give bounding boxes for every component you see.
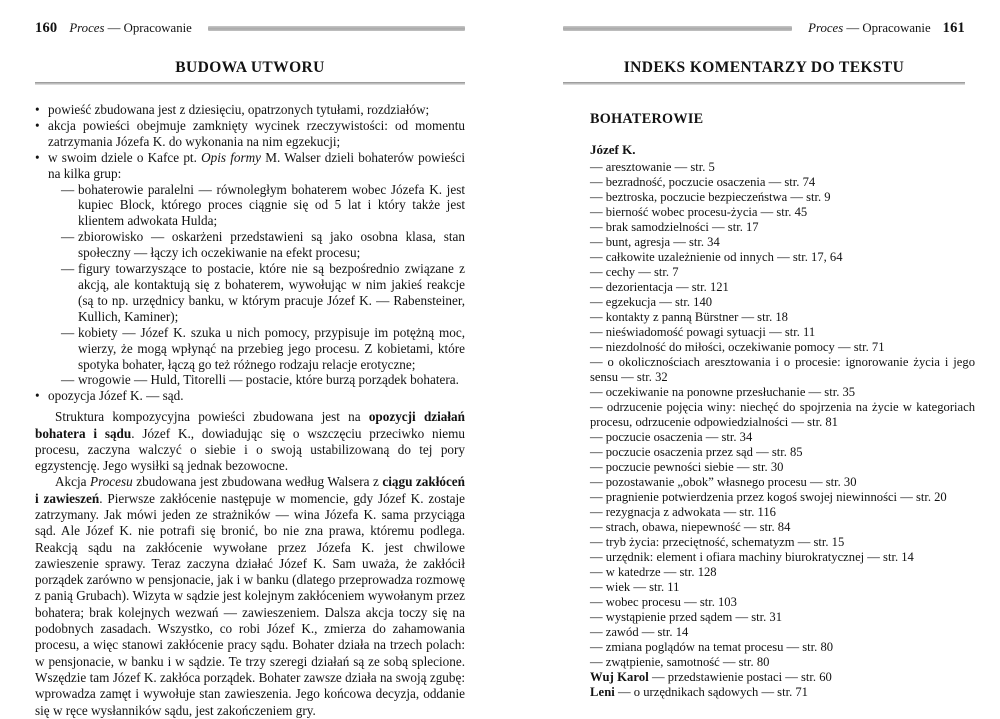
index-entry	[590, 655, 975, 670]
body-paragraphs	[35, 409, 465, 719]
index-entry	[590, 490, 975, 505]
index-entry-text: — w katedrze — str. 128	[590, 565, 717, 579]
index-entry	[590, 310, 975, 325]
index-entry	[590, 325, 975, 340]
header-divider-bar	[208, 26, 465, 31]
index-entry	[590, 565, 975, 580]
index-entry	[590, 205, 975, 220]
text-run: kobiety — Józef K. szuka u nich pomocy, przypisuje im potężną moc, wierzy, że mogą wpłynąć na przebieg jego procesu. Z kobietami, które spotyka bohater, łączą go też różnego rodzaju relacje erotyczne;	[78, 324, 465, 372]
list-marker: —	[61, 229, 75, 245]
text-run: powieść zbudowana jest z dziesięciu, opatrzonych tytułami, rozdziałów;	[48, 102, 430, 117]
index-entry-text: — cechy — str. 7	[590, 265, 679, 279]
running-title-right	[808, 21, 930, 36]
italic-text: Opis formy	[201, 149, 262, 165]
index-entry-name: Wuj Karol	[590, 670, 649, 684]
index-entry-text: — bierność wobec procesu-życia — str. 45	[590, 205, 808, 219]
index-entry-text: — niezdolność do miłości, oczekiwanie pomocy — str. 71	[590, 340, 885, 354]
index-entry-text: — rezygnacja z adwokata — str. 116	[590, 505, 776, 519]
list-marker: —	[61, 324, 75, 340]
text-run: zbudowana jest zbudowana według Walsera z	[132, 474, 383, 490]
sub-list-item	[61, 372, 465, 388]
paragraph	[35, 474, 465, 718]
index-entry-text: — zawód — str. 14	[590, 625, 689, 639]
index-entry-text: — urzędnik: element i ofiara machiny biurokratycznej — str. 14	[590, 550, 914, 564]
index-entry	[590, 400, 975, 430]
index-entry-text: — zwątpienie, samotność — str. 80	[590, 655, 770, 669]
index-entry	[590, 460, 975, 475]
text-run: figury towarzyszące to postacie, które nie są bezpośrednio związane z akcją, ale kontaktują się z bohaterem, wywołując w nim jakieś reakcje (są to np. urzędnicy banku, w którym pracuje Józef K. — Rabensteiner, Kullich, Kaminer);	[78, 261, 465, 324]
index-entry	[590, 160, 975, 175]
index-entry	[590, 550, 975, 565]
index-entry-text: — zmiana poglądów na temat procesu — str. 80	[590, 640, 834, 654]
index-entry	[590, 625, 975, 640]
running-title-rest: — Opracowanie	[843, 21, 931, 35]
page-left	[0, 0, 500, 718]
index-entry	[590, 475, 975, 490]
list-marker: —	[61, 181, 75, 197]
text-run: zbiorowisko — oskarżeni przedstawieni są jako osobna klasa, stan społeczny — łączy ich oczekiwanie na efekt procesu;	[78, 229, 465, 261]
running-head-right	[563, 20, 965, 37]
index-entry	[590, 235, 975, 250]
page-number-right: 161	[942, 20, 965, 36]
index-entry-text: — nieświadomość powagi sytuacji — str. 11	[590, 325, 816, 339]
list-item-text	[78, 372, 465, 388]
running-title-em: Proces	[69, 21, 105, 35]
index-entry-text: — wiek — str. 11	[590, 580, 680, 594]
index-entry	[590, 445, 975, 460]
index-entry-text: — oczekiwanie na ponowne przesłuchanie — str. 35	[590, 385, 856, 399]
index-entry-text: — pragnienie potwierdzenia przez kogoś swojej niewinności — str. 20	[590, 490, 947, 504]
text-run: w swoim dziele o Kafce pt.	[48, 149, 202, 165]
running-title-em: Proces	[808, 21, 844, 35]
index-entry	[590, 505, 975, 520]
sub-list-item	[61, 182, 465, 230]
chapter-title-left: BUDOWA UTWORU	[175, 59, 325, 76]
index-entry-text: — egzekucja — str. 140	[590, 295, 713, 309]
index-entry	[590, 340, 975, 355]
header-divider-bar	[563, 26, 792, 31]
index-entry	[590, 175, 975, 190]
sub-list-item	[61, 325, 465, 373]
text-run: akcja powieści obejmuje zamknięty wycinek rzeczywistości: od momentu zatrzymania Józefa K. do wykonania na nim egzekucji;	[48, 117, 465, 149]
index-entry-text: — beztroska, poczucie bezpieczeństwa — str. 9	[590, 190, 831, 204]
index-entry-text: — bunt, agresja — str. 34	[590, 235, 720, 249]
index-entry-text: — bezradność, poczucie osaczenia — str. 74	[590, 175, 816, 189]
index-entry	[590, 670, 975, 685]
index-entry	[590, 295, 975, 310]
title-rule-right	[563, 82, 965, 85]
index-entry-text: — strach, obawa, niepewność — str. 84	[590, 520, 791, 534]
text-run: M. Walser dzieli bohaterów powieści na kilka grup:	[48, 149, 465, 181]
index-entry-text: — pozostawanie „obok” własnego procesu — str. 30	[590, 475, 857, 489]
page-number-left: 160	[35, 20, 58, 36]
index-entry-text: — o okolicznościach aresztowania i o procesie: ignorowanie życia i jego sensu — str. 32	[590, 355, 975, 384]
index-entry-text: — przedstawienie postaci — str. 60	[648, 670, 832, 684]
index-entry	[590, 580, 975, 595]
text-run: Struktura kompozycyjna powieści zbudowana jest na	[55, 409, 369, 425]
index-entry-text: — wobec procesu — str. 103	[590, 595, 737, 609]
index-entry	[590, 265, 975, 280]
list-marker: •	[35, 149, 40, 165]
index-entry-text: — o urzędnikach sądowych — str. 71	[614, 685, 808, 699]
index-entry-name: Leni	[590, 685, 615, 699]
index-entry	[590, 280, 975, 295]
sub-list-item	[61, 229, 465, 261]
index-entry	[590, 610, 975, 625]
list-marker: •	[35, 117, 40, 133]
index-entry-text: — wystąpienie przed sądem — str. 31	[590, 610, 783, 624]
bold-text: ciągu zakłóceń i zawieszeń	[35, 474, 465, 506]
list-marker: •	[35, 388, 40, 404]
text-run: . Józef K., dowiadując się o wszczęciu przeciwko niemu procesu, zaczyna walczyć o siebie i o swoją ustabilizowaną do tej pory egzystencję. Jego wysiłki są jednak bezowocne.	[35, 425, 465, 474]
text-run: wrogowie — Huld, Titorelli — postacie, które burzą porządek bohatera.	[78, 372, 459, 388]
text-run: bohaterowie paralelni — równoległym bohaterem wobec Józefa K. jest kupiec Block, którego proces ciągnie się od 5 lat i który także jest klientem adwokata Hulda;	[78, 181, 465, 229]
list-item	[35, 118, 465, 150]
italic-text: Procesu	[90, 474, 133, 490]
text-run: . Pierwsze zakłócenie następuje w momencie, gdy Józef K. zostaje zatrzymany. Jak mówi jeden ze strażników — wina Józefa K. sama przyciąga sąd. Ale Józef K. nie potrafi się bronić, bo nie zna prawa, któremu podlega. Reakcją sądu na zakłócenie wywołane przez Józefa K. jest chwilowe zawieszenie sprawy. Teraz zaczyna działać Józef K. Sam uważa, że zakłócił porządek zarówno w pensjonacie, jak i w banku (dlatego przeprowadza rozmowę z panią Grubach). Wizyta w sądzie jest kolejnym zakłóceniem wywołanym przez bohatera; brak kolejnych wezwań — zawieszeniem. Dalsza akcja toczy się na podobnych zasadach. Wszystko, co robi Józef K., zmierza do zahamowania procesu, a więc stanowi zakłócenie pracy sądu. Bohater działa na trzech polach: w pensjonacie, w banku i w sądzie. Te trzy szeregi działań są ze sobą splecione. Wszędzie tam Józef K. zakłóca porządek. Bohater zawsze działa na swoją zgubę: wprowadza zamęt i wywołuje stan zawieszenia. Jego końcowa decyzja, oddanie się w ręce wysłanników sądu, jest zakończeniem gry.	[35, 490, 465, 718]
bold-text: opozycji działań bohatera i sądu	[35, 409, 465, 441]
list-item-text	[48, 118, 465, 150]
list-marker: •	[35, 102, 40, 117]
index-entry	[590, 250, 975, 265]
index-entry	[590, 595, 975, 610]
index-entry-text: — brak samodzielności — str. 17	[590, 220, 759, 234]
index-entry-text: — całkowite uzależnienie od innych — str. 17, 64	[590, 250, 843, 264]
index-entry-text: — poczucie pewności siebie — str. 30	[590, 460, 784, 474]
subsection-heading: Józef K.	[590, 142, 636, 157]
list-item-text	[78, 182, 465, 230]
index-entry	[590, 685, 975, 700]
index-entry-text: — dezorientacja — str. 121	[590, 280, 729, 294]
index-entry	[590, 535, 975, 550]
list-item-text	[48, 150, 465, 182]
index-entry	[590, 430, 975, 445]
text-run: Akcja	[55, 474, 91, 490]
index-entry	[590, 190, 975, 205]
paragraph	[35, 409, 465, 474]
list-marker: —	[61, 372, 75, 388]
index-entry-text: — aresztowanie — str. 5	[590, 160, 715, 174]
running-head-left	[35, 20, 465, 37]
text-run: opozycja Józef K. — sąd.	[48, 388, 184, 404]
bullet-list	[35, 102, 465, 404]
index-entry-text: — poczucie osaczenia — str. 34	[590, 430, 753, 444]
index-entry-text: — tryb życia: przeciętność, schematyzm — str. 15	[590, 535, 845, 549]
list-item-text	[48, 102, 465, 118]
title-rule-left	[35, 82, 465, 85]
index-entry-text: — poczucie osaczenia przez sąd — str. 85	[590, 445, 803, 459]
index-entry	[590, 520, 975, 535]
section-heading: BOHATEROWIE	[590, 111, 704, 127]
index-entry-list	[590, 160, 975, 700]
index-entry	[590, 385, 975, 400]
list-item-text	[78, 325, 465, 373]
list-item-text	[78, 261, 465, 325]
list-item-text	[78, 229, 465, 261]
list-item	[35, 388, 465, 404]
list-marker: —	[61, 261, 75, 277]
list-item	[35, 102, 465, 118]
running-title-rest: — Opracowanie	[104, 21, 192, 35]
index-entry	[590, 640, 975, 655]
index-entry-text: — kontakty z panną Bürstner — str. 18	[590, 310, 788, 324]
index-entry-text: — odrzucenie pojęcia winy: niechęć do spojrzenia na życie w kategoriach procesu, odrzucenie odpowiedzialności — str. 81	[590, 400, 975, 429]
running-title-left	[69, 21, 191, 36]
index-entry	[590, 220, 975, 235]
page-right	[500, 0, 1000, 712]
list-item	[35, 150, 465, 182]
index-section	[590, 111, 975, 700]
list-item-text	[48, 388, 465, 404]
chapter-title-right: INDEKS KOMENTARZY DO TEKSTU	[623, 59, 905, 76]
sub-list-item	[61, 261, 465, 325]
index-entry	[590, 355, 975, 385]
